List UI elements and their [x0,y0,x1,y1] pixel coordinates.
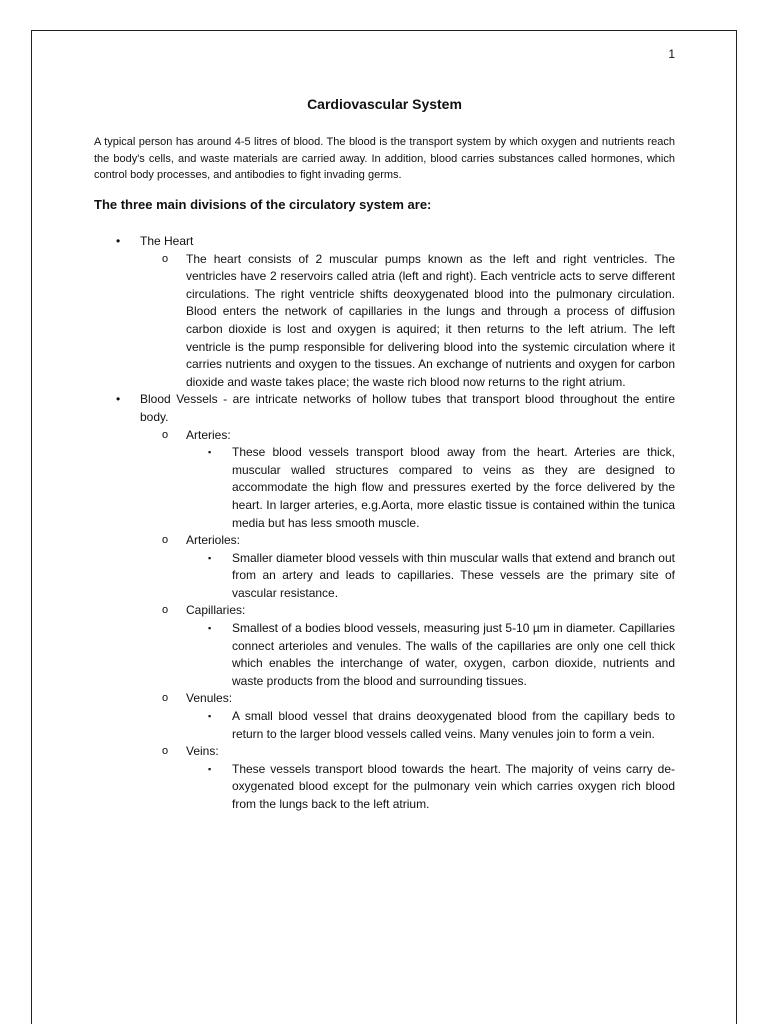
arteries-label: Arteries: [186,427,231,442]
document-title: Cardiovascular System [307,96,462,112]
page-content [94,31,675,1024]
capillaries-text: Smallest of a bodies blood vessels, measuring just 5-10 µm in diameter. Capillaries connect arterioles and venules. The walls of the capillaries are only one cell thick which enables the interchange of water, oxygen, carbon dioxide, nutrients and waste products from the blood and surrounding tissues. [232,621,675,688]
section-subheading: The three main divisions of the circulatory system are: [94,197,432,212]
bullet-square: ▪ [208,552,212,563]
list-item-capillaries [140,602,675,690]
arterioles-sublist [186,550,675,603]
arterioles-text: Smaller diameter blood vessels with thin muscular walls that extend and branch out from an artery and leads to capillaries. These vessels are the primary site of vascular resistance. [232,550,675,600]
bullet-circle: o [162,745,169,758]
page-number: 1 [668,47,675,61]
veins-text: These vessels transport blood towards the heart. The majority of veins carry de-oxygenated blood except for the pulmonary vein which carries oxygen rich blood from the lungs back to the left atrium. [232,761,675,811]
bullet-square: ▪ [208,711,212,722]
list-item-capillaries-detail [186,620,675,690]
bullet-square: ▪ [208,763,212,774]
list-item-veins [140,743,675,813]
bullet-disc: • [116,392,121,407]
arteries-text: These blood vessels transport blood away from the heart. Arteries are thick, muscular walled structures compared to veins as they are designed to accommodate the high flow and pressures exerted by the force delivered by the heart. In larger arteries, e.g.Aorta, more elastic tissue is contained within the tunica media but has less smooth muscle. [232,445,675,530]
list-item-venules-detail [186,708,675,743]
division-list [94,233,675,814]
capillaries-sublist [186,620,675,690]
vessels-sublist [140,427,675,814]
document-page [31,30,737,1024]
list-item-arteries-detail [186,444,675,532]
veins-sublist [186,761,675,814]
blood-vessels-label: Blood Vessels - are intricate networks of hollow tubes that transport blood throughout the entire body. [140,392,675,424]
list-item-arteries [140,427,675,533]
list-item-blood-vessels [94,391,675,813]
venules-label: Venules: [186,691,233,706]
intro-paragraph: A typical person has around 4-5 litres of blood. The blood is the transport system by which oxygen and nutrients reach the body's cells, and waste materials are carried away. In addition, blood carries substances called hormones, which control body processes, and antibodies to fight invading germs. [94,136,675,181]
arterioles-label: Arterioles: [186,533,241,548]
arteries-sublist [186,444,675,532]
bullet-circle: o [162,534,169,547]
list-item-heart [94,233,675,391]
bullet-circle: o [162,692,169,705]
bullet-circle: o [162,428,169,441]
list-item-veins-detail [186,761,675,814]
bullet-circle: o [162,252,169,265]
list-item-heart-detail [140,251,675,392]
venules-sublist [186,708,675,743]
bullet-disc: • [116,234,121,248]
capillaries-label: Capillaries: [186,603,246,618]
bullet-circle: o [162,604,169,617]
list-item-venules [140,690,675,743]
heart-sublist [140,251,675,392]
outline-list [94,233,675,814]
list-item-arterioles-detail [186,550,675,603]
heart-label: The Heart [140,234,194,248]
veins-label: Veins: [186,744,219,759]
venules-text: A small blood vessel that drains deoxygenated blood from the capillary beds to return to the larger blood vessels called veins. Many venules join to form a vein. [232,709,675,741]
heart-text: The heart consists of 2 muscular pumps known as the left and right ventricles. The ventricles have 2 reservoirs called atria (left and right). Each ventricle acts to serve different circulations. The right ventricle shifts deoxygenated blood into the pulmonary circulation. Blood enters the network of capillaries in the lungs and through a process of diffusion carbon dioxide is lost and oxygen is aquired; it then returns to the left atrium. The left ventricle is the pump responsible for delivering blood into the systemic circulation where it carries nutrients and oxygen to the tissues. An exchange of nutrients and oxygen for carbon dioxide and waste takes place; the waste rich blood now returns to the right atrium. [186,251,675,389]
bullet-square: ▪ [208,623,212,634]
list-item-arterioles [140,532,675,602]
bullet-square: ▪ [208,447,212,458]
